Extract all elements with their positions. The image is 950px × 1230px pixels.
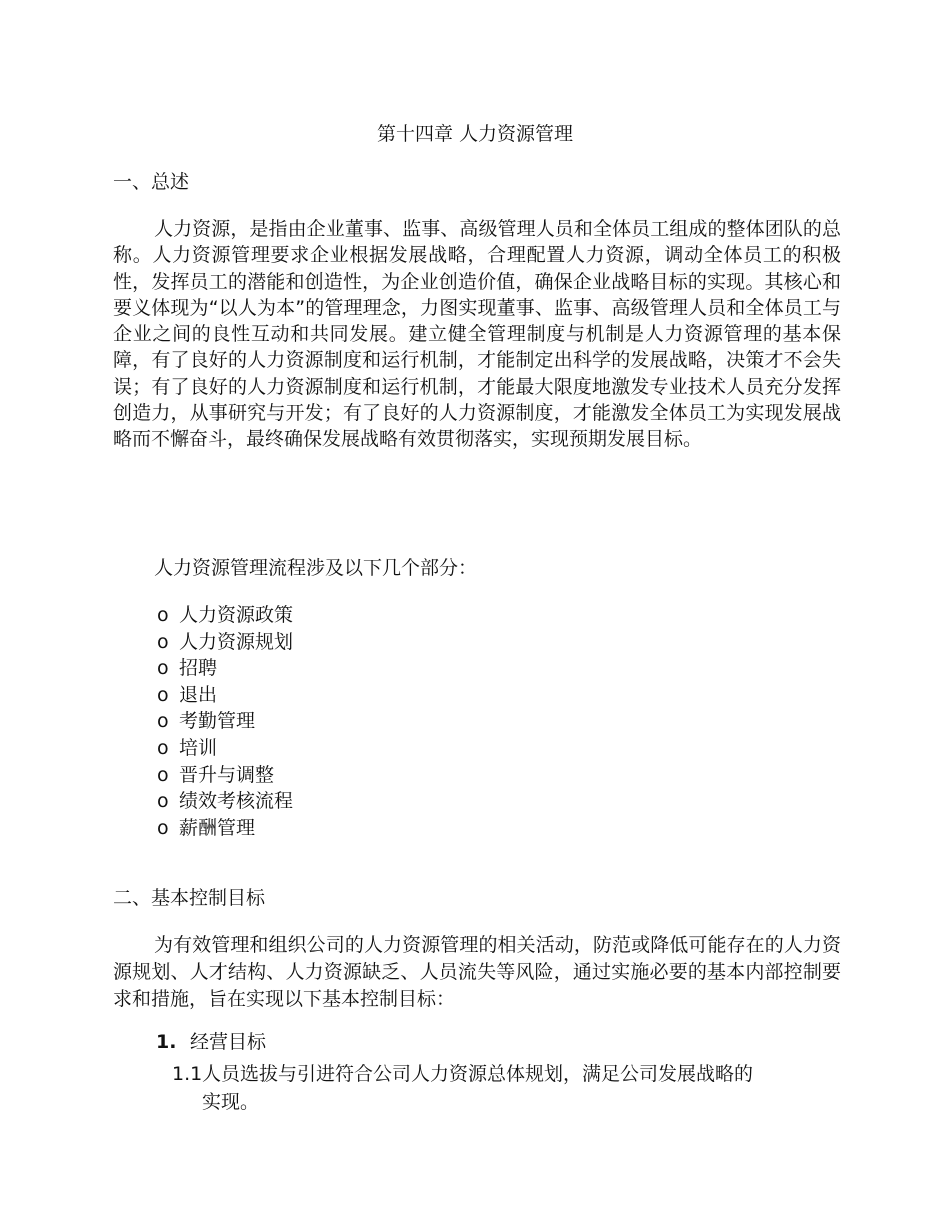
- bullet-marker: o: [157, 816, 169, 839]
- list-item: o 绩效考核流程: [157, 788, 293, 815]
- numbered-heading: [156, 1030, 266, 1054]
- overview-paragraph: 人力资源，是指由企业董事、监事、高级管理人员和全体员工组成的整体团队的总称。人力资源管理要求企业根据发展战略，合理配置人力资源，调动全体员工的积极性，发挥员工的潜能和创造性，为企业创造价值，确保企业战略目标的实现。其核心和要义体现为“以人为本”的管理理念，力图实现董事、监事、高级管理人员和全体员工与企业之间的良性互动和共同发展。建立健全管理制度与机制是人力资源管理的基本保障，有了良好的人力资源制度和运行机制，才能制定出科学的发展战略，决策才不会失误；有了良好的人力资源制度和运行机制，才能最大限度地激发专业技术人员充分发挥创造力，从事研究与开发；有了良好的人力资源制度，才能激发全体员工为实现发展战略而不懈奋斗，最终确保发展战略有效贯彻落实，实现预期发展目标。: [113, 218, 841, 451]
- bullet-marker: o: [157, 630, 169, 653]
- list-item: o 晋升与调整: [157, 762, 293, 789]
- sub-item-text-line2: 实现。: [202, 1091, 260, 1113]
- list-item: o 培训: [157, 735, 293, 762]
- bullet-marker: o: [157, 790, 169, 813]
- sub-item: [172, 1060, 842, 1116]
- section-heading-control-objectives: 二、基本控制目标: [113, 887, 266, 909]
- heading-label: 经营目标: [190, 1031, 267, 1053]
- bullet-marker: o: [157, 763, 169, 786]
- list-item: o 薪酬管理: [157, 815, 293, 842]
- chapter-title: 第十四章 人力资源管理: [376, 123, 574, 145]
- sub-item-text-line1: 人员选拔与引进符合公司人力资源总体规划，满足公司发展战略的: [202, 1063, 754, 1085]
- list-item: o 招聘: [157, 655, 293, 682]
- bullet-marker: o: [157, 657, 169, 680]
- heading-number: 1.: [156, 1031, 177, 1053]
- bullet-marker: o: [157, 710, 169, 733]
- bullet-marker: o: [157, 604, 169, 626]
- section-heading-overview: 一、总述: [113, 171, 190, 193]
- list-item: o 考勤管理: [157, 708, 293, 735]
- process-list: [157, 602, 293, 841]
- list-item: o 人力资源规划: [157, 629, 293, 656]
- list-item: o 退出: [157, 682, 293, 709]
- sub-item-number: 1.1: [172, 1063, 203, 1085]
- bullet-marker: o: [157, 683, 169, 706]
- list-item: o 人力资源政策: [157, 602, 293, 629]
- process-list-intro: 人力资源管理流程涉及以下几个部分：: [154, 557, 478, 579]
- bullet-marker: o: [157, 736, 169, 759]
- control-objectives-paragraph: 为有效管理和组织公司的人力资源管理的相关活动，防范或降低可能存在的人力资源规划、人才结构、人力资源缺乏、人员流失等风险，通过实施必要的基本内部控制要求和措施，旨在实现以下基本控制目标：: [113, 934, 841, 1010]
